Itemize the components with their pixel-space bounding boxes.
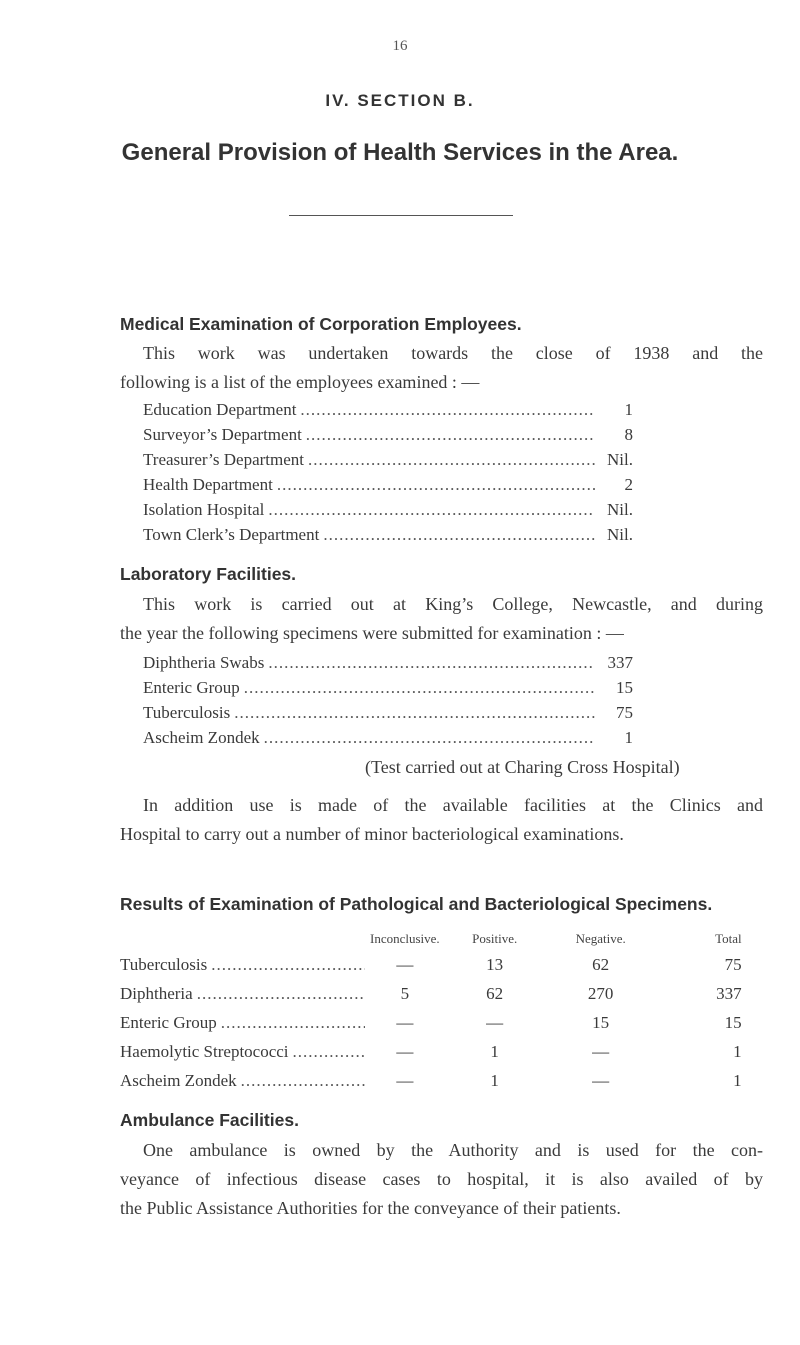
list-item: Enteric Group ..... 15 (143, 678, 633, 703)
ambulance-heading: Ambulance Facilities. (120, 1110, 299, 1130)
medical-intro (120, 339, 763, 397)
list-item: Diphtheria Swabs ..... 337 (143, 653, 633, 678)
column-header: Total (715, 931, 742, 946)
table-row: Tuberculosis ..... — 13 62 75 (120, 955, 742, 984)
list-item: Treasurer’s Department ..... Nil. (143, 450, 633, 475)
page-title: General Provision of Health Services in the Area. (121, 139, 679, 166)
list-item: Health Department ..... 2 (143, 475, 633, 500)
medical-intro-line1: This work was undertaken towards the close of 1938 and the (143, 343, 763, 363)
list-item: Town Clerk’s Department ..... Nil. (143, 525, 633, 550)
laboratory-note: (Test carried out at Charing Cross Hospital) (365, 757, 680, 777)
list-item: Education Department ..... 1 (143, 400, 633, 425)
laboratory-addition-line2: Hospital to carry out a number of minor bacteriological examinations. (120, 824, 624, 844)
table-row: Ascheim Zondek ..... — 1 — 1 (120, 1071, 742, 1100)
table-row: Haemolytic Streptococci ..... — 1 — 1 (120, 1042, 742, 1071)
table-header-row (120, 931, 742, 955)
list-item: Ascheim Zondek ..... 1 (143, 728, 633, 753)
laboratory-addition (120, 791, 763, 849)
ambulance-paragraph (120, 1136, 763, 1223)
section-heading: IV. SECTION B. (325, 91, 475, 110)
laboratory-intro-line2: the year the following specimens were submitted for examination : — (120, 623, 624, 643)
medical-heading: Medical Examination of Corporation Employees. (120, 314, 522, 334)
results-table (120, 931, 742, 1100)
laboratory-addition-line1: In addition use is made of the available facilities at the Clinics and (143, 795, 763, 815)
ambulance-line2: veyance of infectious disease cases to hospital, it is also availed of by (120, 1169, 763, 1189)
laboratory-intro-line1: This work is carried out at King’s College, Newcastle, and during (143, 594, 763, 614)
results-heading: Results of Examination of Pathological and Bacteriological Specimens. (120, 894, 713, 914)
list-item: Isolation Hospital ..... Nil. (143, 500, 633, 525)
title-divider (289, 215, 513, 216)
table-row: Enteric Group ..... — — 15 15 (120, 1013, 742, 1042)
laboratory-intro (120, 590, 763, 648)
laboratory-list (143, 653, 633, 753)
ambulance-line1: One ambulance is owned by the Authority and is used for the con- (143, 1140, 763, 1160)
medical-intro-line2: following is a list of the employees examined : — (120, 372, 480, 392)
page-number: 16 (392, 38, 408, 54)
medical-list (143, 400, 633, 550)
table-row: Diphtheria ..... 5 62 270 337 (120, 984, 742, 1013)
column-header: Positive. (472, 931, 518, 946)
list-item: Surveyor’s Department ..... 8 (143, 425, 633, 450)
laboratory-heading: Laboratory Facilities. (120, 564, 297, 584)
list-item: Tuberculosis ..... 75 (143, 703, 633, 728)
column-header: Negative. (575, 931, 626, 946)
ambulance-line3: the Public Assistance Authorities for the conveyance of their patients. (120, 1198, 621, 1218)
column-header: Inconclusive. (370, 931, 440, 946)
